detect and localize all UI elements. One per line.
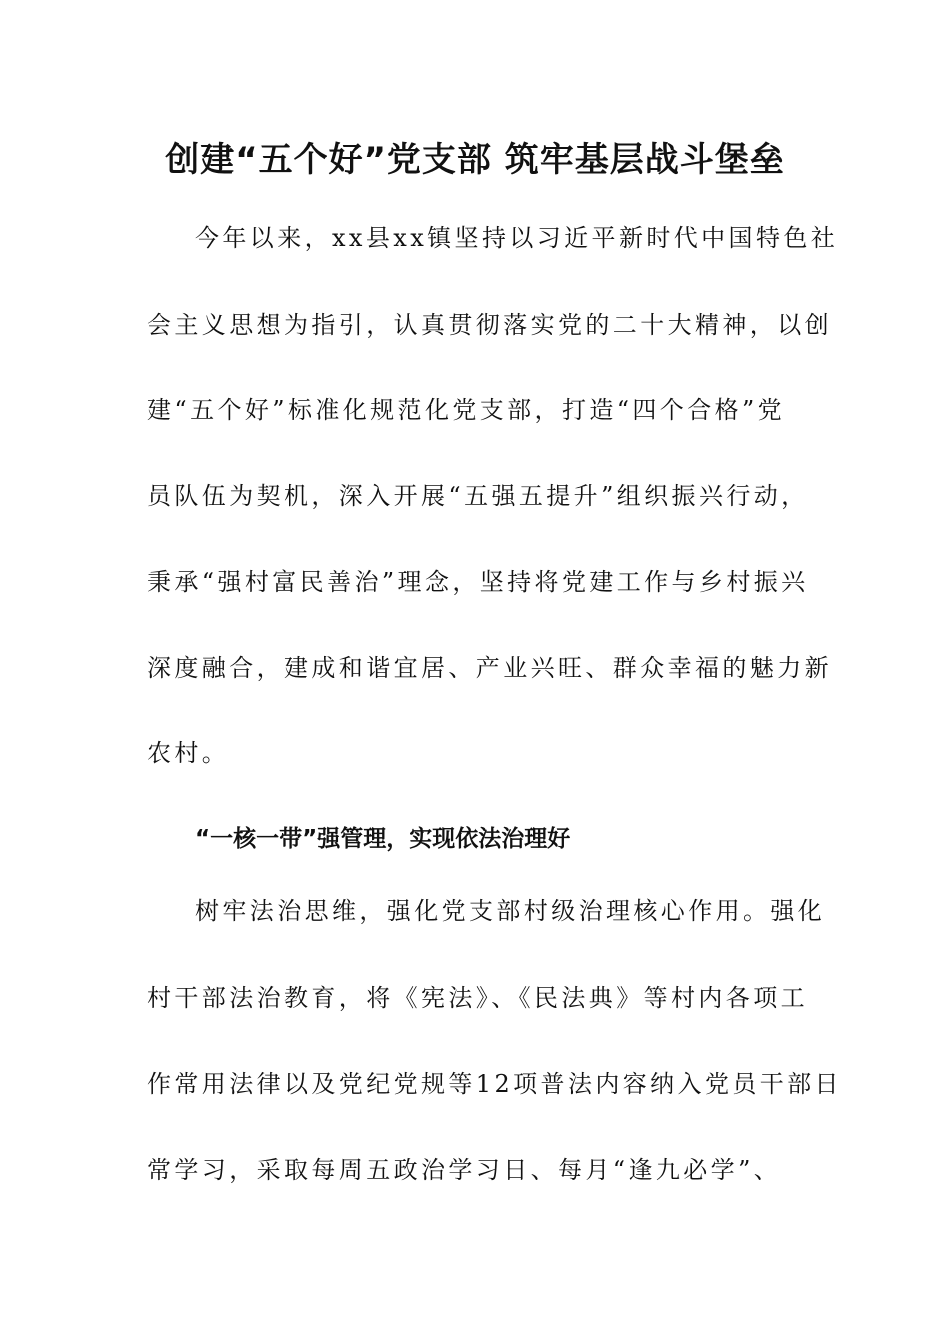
paragraph1-line-7: 农村。: [147, 739, 230, 767]
paragraph1-line-5: 秉承“强村富民善治”理念，坚持将党建工作与乡村振兴: [147, 568, 809, 596]
paragraph1-line-1: 今年以来，xx县xx镇坚持以习近平新时代中国特色社: [195, 224, 839, 252]
paragraph2-line-4: 常学习，采取每周五政治学习日、每月“逢九必学”、: [147, 1156, 782, 1184]
paragraph1-line-3: 建“五个好”标准化规范化党支部，打造“四个合格”党: [147, 396, 786, 424]
paragraph1-line-2: 会主义思想为指引，认真贯彻落实党的二十大精神，以创: [147, 311, 832, 339]
section-heading: “一核一带”强管理，实现依法治理好: [195, 826, 571, 852]
paragraph1-line-4: 员队伍为契机，深入开展“五强五提升”组织振兴行动，: [147, 482, 809, 510]
paragraph2-line-3: 作常用法律以及党纪党规等12项普法内容纳入党员干部日: [147, 1070, 842, 1098]
paragraph2-line-1: 树牢法治思维，强化党支部村级治理核心作用。强化: [195, 897, 826, 925]
document-title: 创建“五个好”党支部 筑牢基层战斗堡垒: [165, 140, 785, 180]
paragraph1-line-6: 深度融合，建成和谐宜居、产业兴旺、群众幸福的魅力新: [147, 654, 832, 682]
paragraph2-line-2: 村干部法治教育，将《宪法》、《民法典》等村内各项工: [147, 984, 808, 1012]
